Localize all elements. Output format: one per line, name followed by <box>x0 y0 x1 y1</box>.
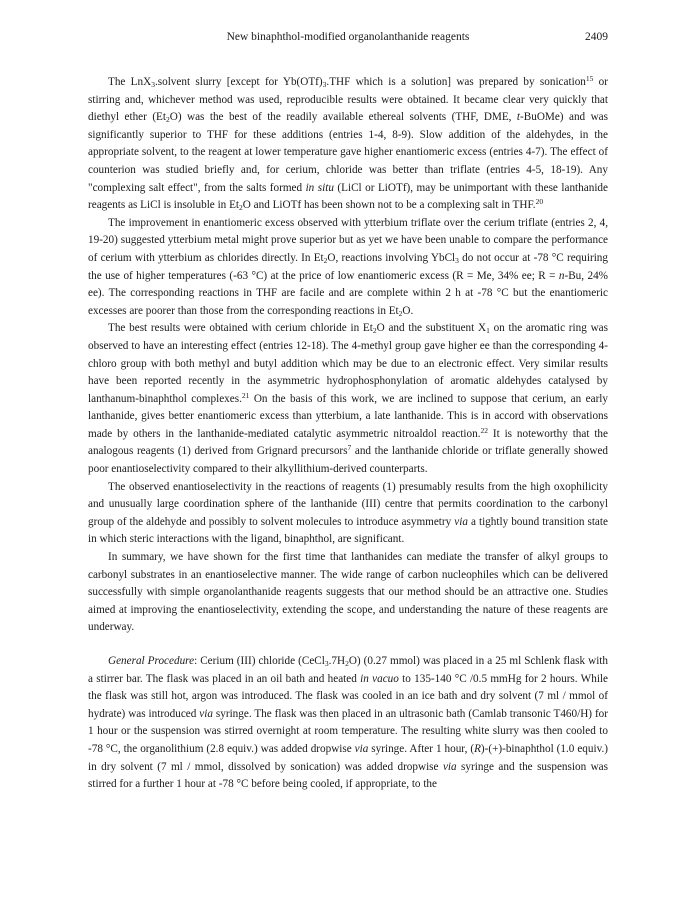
reference-21: 21 <box>241 390 250 400</box>
page-number: 2409 <box>585 31 608 43</box>
reference-22: 22 <box>480 425 489 435</box>
paragraph-general-procedure: General Procedure: Cerium (III) chloride $(CeCl_3.7H_2O)$ (0.27 mmol) was placed in a 25 ml Schlenk flask with a stirrer bar. The flask was placed in an oil bath and heated in vacuo to 135-140 °C /0.5 mmHg for 2 hours. While the flask was still hot, argon was introduced. The flask was cooled in an ice bath and dry solvent (7 ml / mmol of hydrate) was introduced via syringe. The flask was then placed in an ultrasonic bath (Camlab transonic T460/H) for 1 hour or the suspension was stirred overnight at room temperature. The resulting white slurry was then cooled to -78 °C, the organolithium (2.8 equiv.) was added dropwise via syringe. After 1 hour, (R)-(+)-binaphthol (1.0 equiv.) in dry solvent (7 ml / mmol, dissolved by sonication) was added dropwise via syringe and the suspension was stirred for a further 1 hour at -78 °C before being cooled, if appropriate, to the <box>88 655 609 791</box>
paragraph-summary: In summary, we have shown for the first time that lanthanides can mediate the transfer of alkyl groups to carbonyl substrates in an enantioselective manner. The wide range of carbon nucleophiles which can be delivered successfully with simple organolanthanide reagents suggests that our method should be an attractive one. Studies aimed at improving the enantioselectivity, extending the scope, and understanding the nature of these reagents are underway. <box>88 551 608 634</box>
running-title: New binaphthol-modified organolanthanide reagents <box>226 31 470 43</box>
reference-7: 7 <box>347 443 352 453</box>
paragraph-solvent-effects: The LnX$_3$.solvent slurry [except for $Yb(OTf)_3.THF$ which is a solution] was prepared by sonication$^{15}$ or stirring and, whichever method was used, reproducible results were obtained. It became clear very quickly that diethyl ether $(Et_2O)$ was the best of the readily available ethereal solvents (THF, DME, t-BuOMe) and was significantly superior to THF for these additions (entries 1-4, 8-9). Slow addition of the aldehydes, in the appropriate solvent, to the reagent at lower temperature gave higher enantiomeric excess (entries 4-7). The effect of counterion was studied briefly and, for cerium, chloride was better than triflate (entries 4-5, 18-19). Any "complexing salt effect", from the salts formed in situ (LiCl or LiOTf), may be unimportant with these lanthanide reagents as LiCl is insoluble in $Et_2O$ and LiOTf has been shown not to be a complexing salt in THF.$^{20}$ <box>88 74 608 213</box>
paragraph-enantioselectivity: The observed enantioselectivity in the reactions of reagents (1) presumably results from the high oxophilicity and unusually large coordination sphere of the lanthanide (III) centre that permits coordination to the carbonyl group of the aldehyde and possibly to solvent molecules to introduce asymmetry via a tightly bound transition state in which steric interactions with the ligand, binaphthol, are significant. <box>88 480 608 546</box>
reference-20: 20 <box>535 197 544 207</box>
article-body <box>88 74 608 794</box>
procedure-heading: General Procedure <box>108 655 195 667</box>
paragraph-best-results: The best results were obtained with cerium chloride in $Et_2O$ and the substituent $X_1$ on the aromatic ring was observed to have an interesting effect (entries 12-18). The 4-methyl group gave higher ee than the corresponding 4-chloro group with both methyl and butyl addition which may be due to an electronic effect. Very similar results have been reported recently in the asymmetric hydrophosphonylation of aromatic aldehydes catalysed by lanthanum-binaphthol complexes.$^{21}$ On the basis of this work, we are inclined to suppose that cerium, an early lanthanide, gives better enantiomeric excess than ytterbium, a late lanthanide. This is in accord with observations made by others in the lanthanide-mediated catalytic asymmetric nitroaldol reaction.$^{22}$ It is noteworthy that the analogous reagents (1) derived from Grignard precursors$^7$ and the lanthanide chloride or triflate generally showed poor enantioselectivity compared to their alkyllithium-derived counterparts. <box>88 322 609 476</box>
running-header <box>88 31 608 47</box>
paragraph-ytterbium-triflate: The improvement in enantiomeric excess observed with ytterbium triflate over the cerium triflate (entries 2, 4, 19-20) suggested ytterbium metal might prove superior but as yet we have been unable to compare the performance of cerium with ytterbium as chlorides directly. In $Et_2O$, reactions involving YbCl$_3$ do not occur at -78 °C requiring the use of higher temperatures (-63 °C) at the price of low enantiomeric excess (R = Me, 34% ee; R = n-Bu, 24% ee). The corresponding reactions in THF are facile and are complete within 2 h at -78 °C but the enantiomeric excesses are poorer than those from the corresponding reactions in $Et_2O$. <box>88 216 608 318</box>
reference-15: 15 <box>585 74 594 83</box>
